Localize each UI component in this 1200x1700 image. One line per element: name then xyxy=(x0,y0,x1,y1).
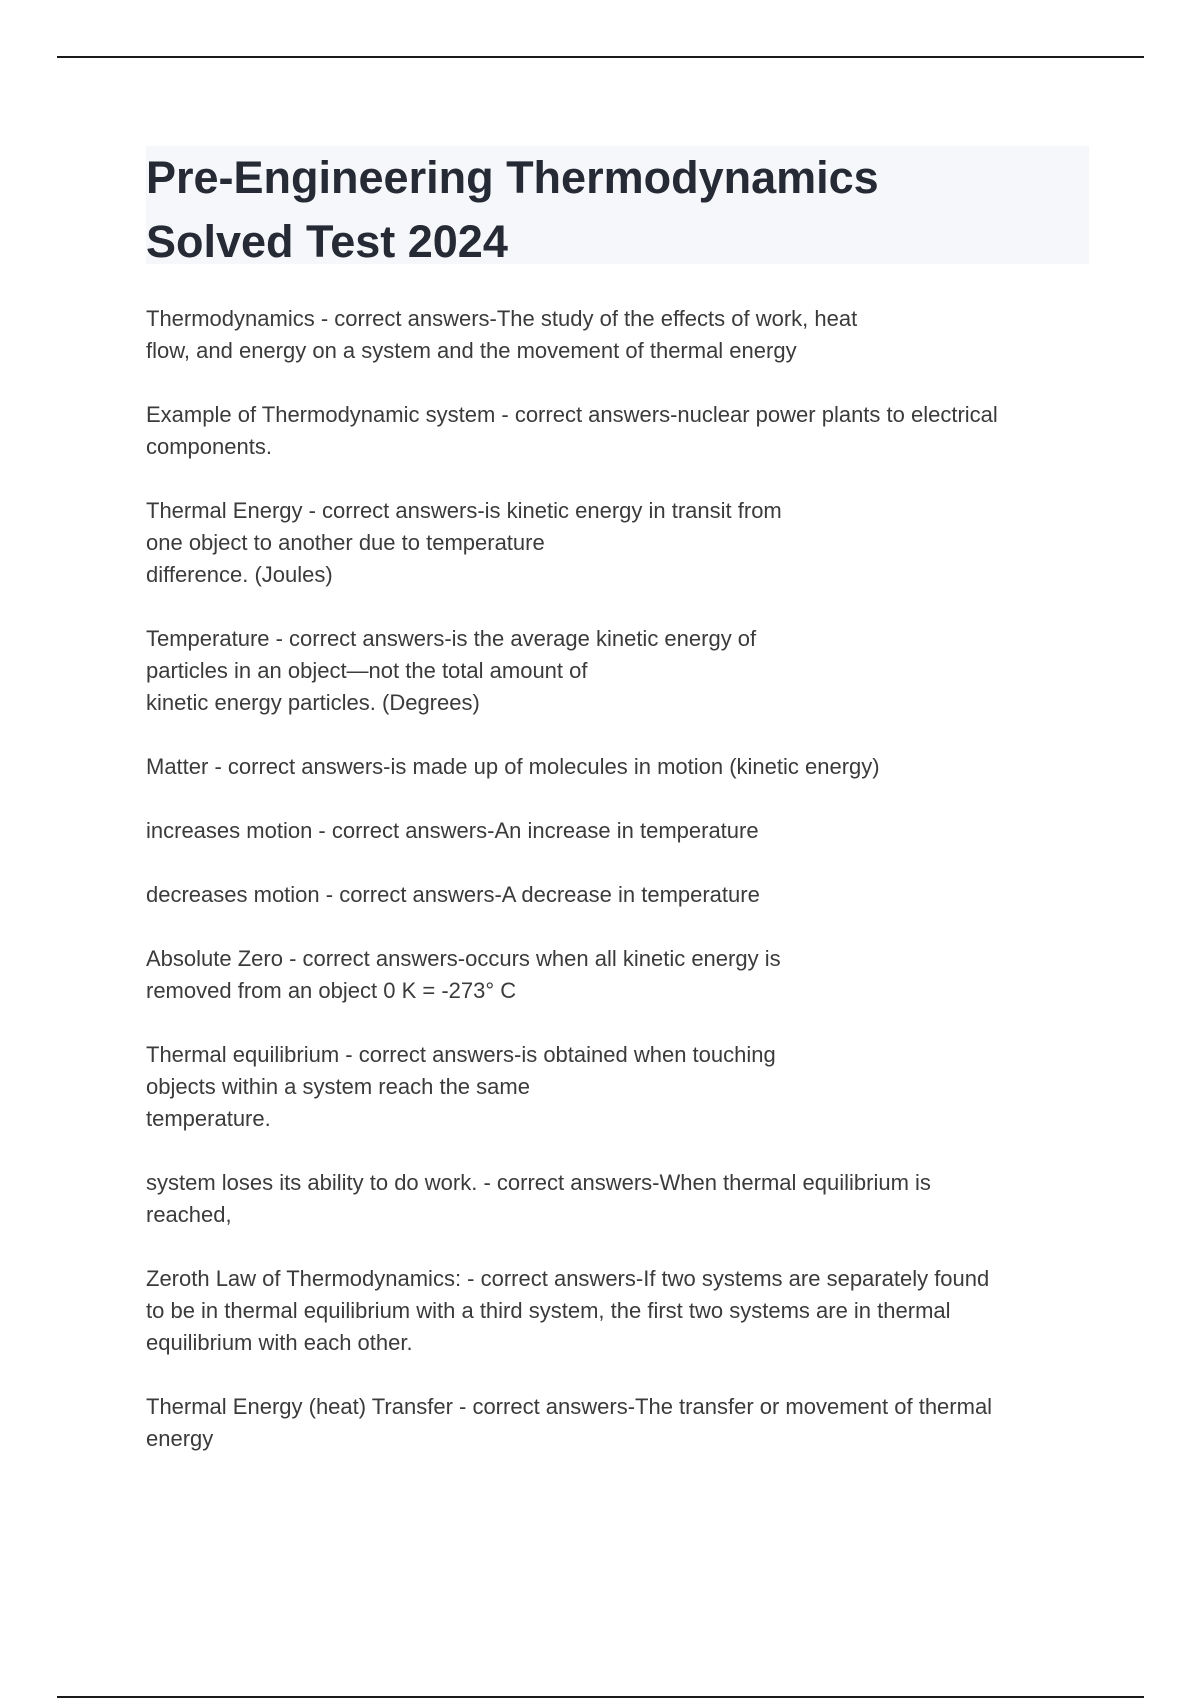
top-rule xyxy=(57,56,1144,58)
qa-entry xyxy=(146,303,1091,367)
entry-line: equilibrium with each other. xyxy=(146,1330,413,1355)
entry-line: Zeroth Law of Thermodynamics: - correct answers-If two systems are separately found xyxy=(146,1266,990,1291)
entry-line: difference. (Joules) xyxy=(146,562,333,587)
entry-line: objects within a system reach the same xyxy=(146,1074,530,1099)
entry-line: Thermodynamics - correct answers-The study of the effects of work, heat xyxy=(146,306,858,331)
entry-line: Absolute Zero - correct answers-occurs when all kinetic energy is xyxy=(146,946,781,971)
entry-line: flow, and energy on a system and the movement of thermal energy xyxy=(146,338,797,363)
entry-line: kinetic energy particles. (Degrees) xyxy=(146,690,480,715)
title-line: Solved Test 2024 xyxy=(146,216,508,267)
qa-entry xyxy=(146,879,1091,911)
entry-line: energy xyxy=(146,1426,214,1451)
qa-entry xyxy=(146,815,1091,847)
entry-line: one object to another due to temperature xyxy=(146,530,545,555)
entry-line: Thermal Energy (heat) Transfer - correct answers-The transfer or movement of thermal xyxy=(146,1394,993,1419)
bottom-rule xyxy=(57,1696,1144,1698)
entry-line: system loses its ability to do work. - correct answers-When thermal equilibrium is xyxy=(146,1170,931,1195)
qa-entry xyxy=(146,1039,1091,1135)
qa-entry xyxy=(146,399,1091,463)
entry-line: removed from an object 0 K = -273° C xyxy=(146,978,517,1003)
qa-entry xyxy=(146,1263,1091,1359)
qa-entry xyxy=(146,1391,1091,1455)
entry-line: increases motion - correct answers-An increase in temperature xyxy=(146,818,759,843)
title-line: Pre-Engineering Thermodynamics xyxy=(146,152,879,203)
qa-entry xyxy=(146,623,1091,719)
entry-line: to be in thermal equilibrium with a third system, the first two systems are in thermal xyxy=(146,1298,951,1323)
qa-entry xyxy=(146,943,1091,1007)
page-title xyxy=(146,146,1046,274)
qa-list xyxy=(146,303,1091,1487)
entry-line: Example of Thermodynamic system - correct answers-nuclear power plants to electrical xyxy=(146,402,998,427)
qa-entry xyxy=(146,751,1091,783)
entry-line: decreases motion - correct answers-A decrease in temperature xyxy=(146,882,760,907)
entry-line: particles in an object—not the total amount of xyxy=(146,658,588,683)
entry-line: reached, xyxy=(146,1202,232,1227)
qa-entry xyxy=(146,1167,1091,1231)
entry-line: components. xyxy=(146,434,272,459)
entry-line: Thermal equilibrium - correct answers-is obtained when touching xyxy=(146,1042,776,1067)
entry-line: Thermal Energy - correct answers-is kinetic energy in transit from xyxy=(146,498,782,523)
entry-line: Matter - correct answers-is made up of molecules in motion (kinetic energy) xyxy=(146,754,880,779)
entry-line: temperature. xyxy=(146,1106,271,1131)
title-block xyxy=(146,146,1089,267)
entry-line: Temperature - correct answers-is the average kinetic energy of xyxy=(146,626,757,651)
qa-entry xyxy=(146,495,1091,591)
